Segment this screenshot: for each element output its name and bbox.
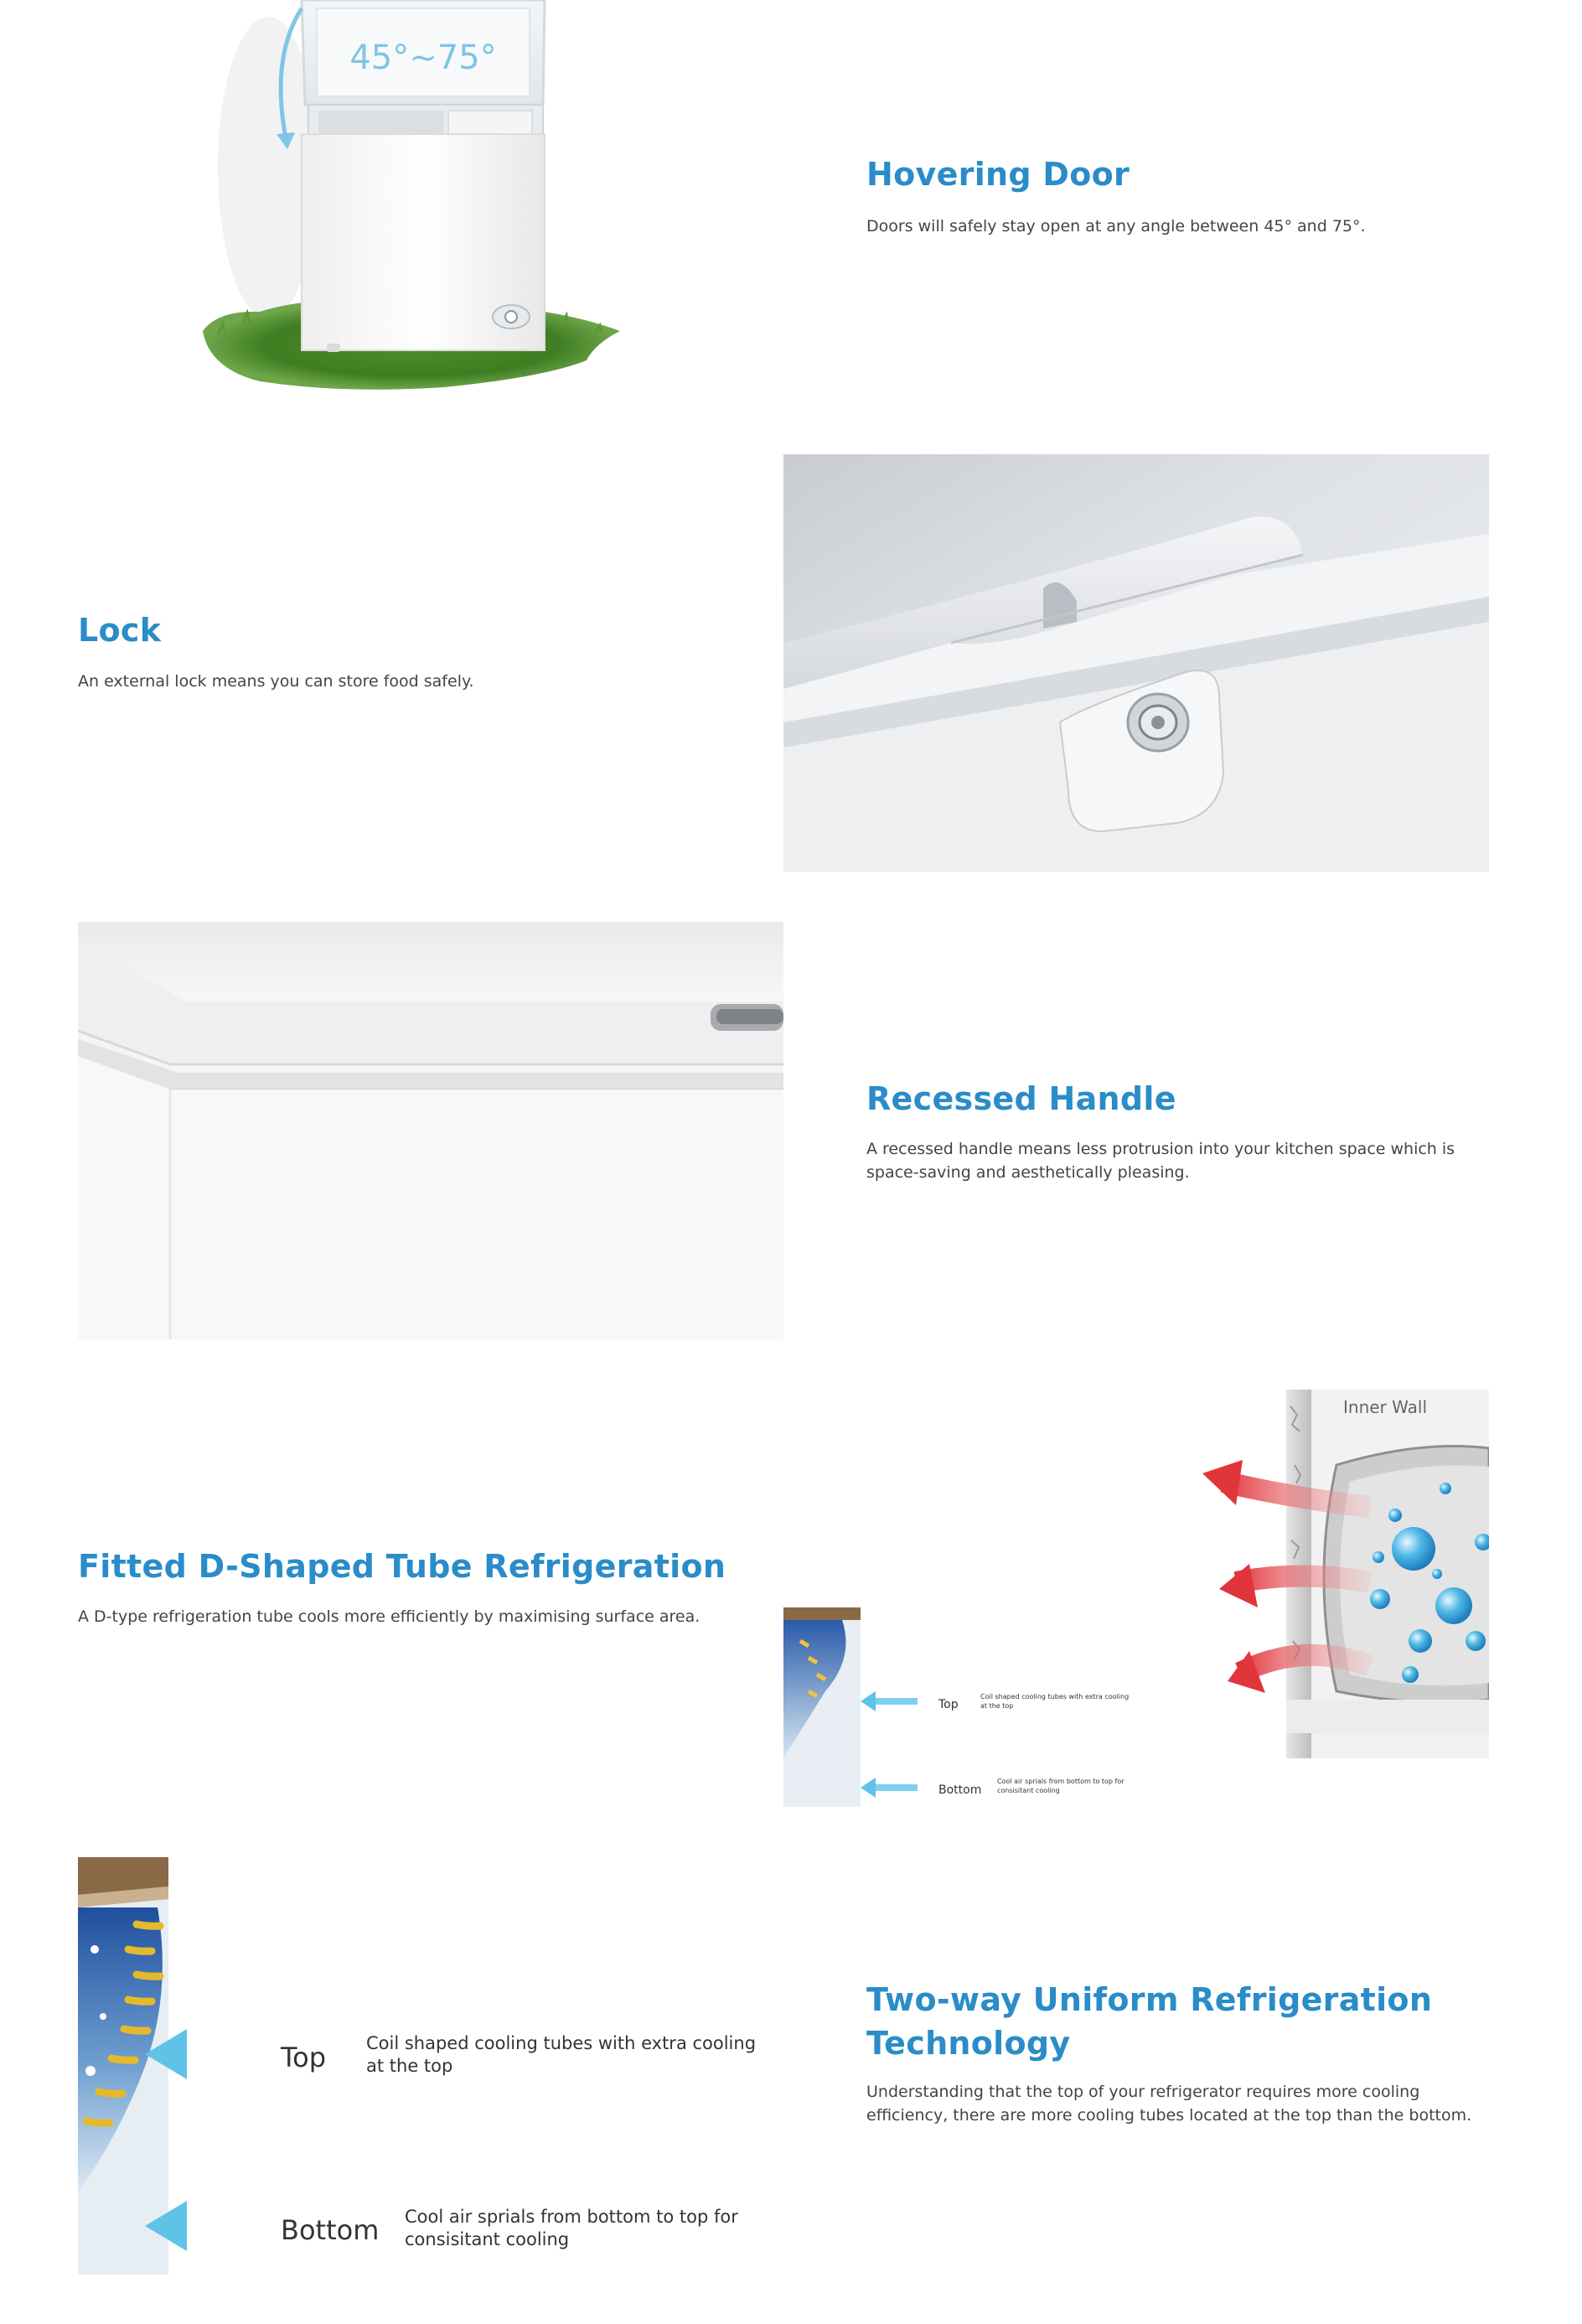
section-title-two-way-line2: Technology <box>866 2025 1071 2062</box>
section-description-hovering-door: Doors will safely stay open at any angle between 45° and 75°. <box>866 217 1366 236</box>
two-way-refrigeration-diagram <box>78 1857 783 2275</box>
two-way-bottom-text-1: Cool air sprials from bottom to top for <box>405 2207 738 2227</box>
section-title-recessed-handle: Recessed Handle <box>866 1080 1176 1117</box>
section-description-d-shaped-tube: A D-type refrigeration tube cools more efficiently by maximising surface area. <box>78 1607 701 1626</box>
two-way-top-text-1: Coil shaped cooling tubes with extra cooling <box>366 2033 757 2053</box>
d-diagram-bottom-label: Bottom <box>938 1783 982 1797</box>
two-way-bottom-text-2: consisitant cooling <box>405 2229 570 2249</box>
d-diagram-top-text-2: at the top <box>980 1702 1014 1710</box>
section-title-hovering-door: Hovering Door <box>866 156 1130 193</box>
two-way-top-label: Top <box>281 2042 326 2073</box>
section-description-lock: An external lock means you can store food safely. <box>78 672 474 691</box>
two-way-bottom-label: Bottom <box>281 2214 380 2246</box>
section-description-two-way: Understanding that the top of your refrigerator requires more cooling efficiency, there are more cooling tubes located at the top than the bottom. <box>866 2083 1472 2125</box>
d-diagram-bottom-text-2: consisitant cooling <box>997 1787 1060 1794</box>
recessed-handle-photo <box>78 922 783 1339</box>
d-diagram-top-text-1: Coil shaped cooling tubes with extra cooling <box>980 1693 1130 1700</box>
section-title-two-way-line1: Two-way Uniform Refrigeration <box>866 1981 1433 2018</box>
inner-wall-label: Inner Wall <box>1343 1397 1427 1417</box>
d-diagram-top-label: Top <box>938 1698 959 1711</box>
lock-photo <box>783 454 1489 872</box>
hovering-door-image <box>193 0 662 394</box>
section-title-lock: Lock <box>78 612 162 649</box>
section-title-d-shaped-tube: Fitted D-Shaped Tube Refrigeration <box>78 1548 726 1585</box>
d-shaped-tube-diagram <box>783 1390 1489 1807</box>
angle-range-text: 45°~75° <box>349 39 497 77</box>
section-description-recessed-handle: A recessed handle means less protrusion into your kitchen space which is space-saving and aesthetically pleasing. <box>866 1140 1455 1182</box>
two-way-top-text-2: at the top <box>366 2056 453 2076</box>
d-diagram-bottom-text-1: Cool air sprials from bottom to top for <box>997 1778 1124 1785</box>
